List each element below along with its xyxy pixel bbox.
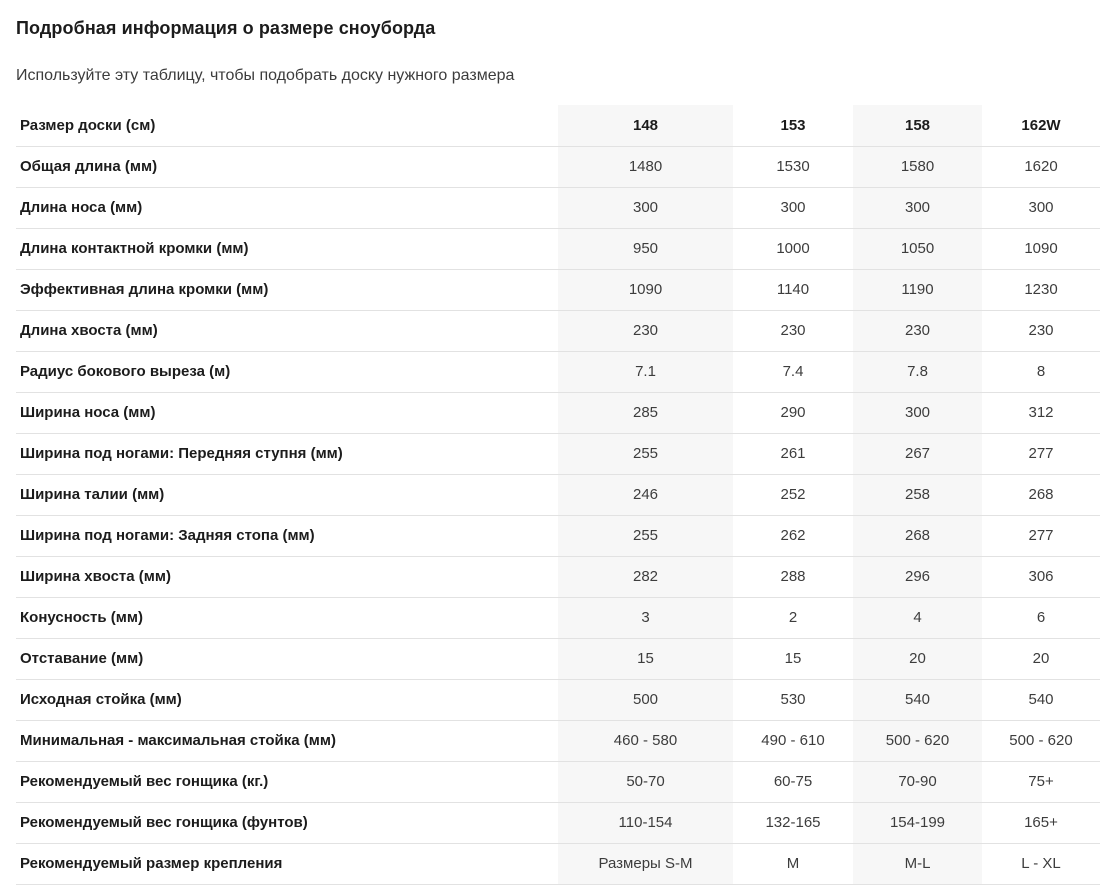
- value-cell: 20: [853, 638, 982, 679]
- value-cell: 50-70: [558, 761, 733, 802]
- value-cell: 268: [982, 474, 1100, 515]
- value-cell: 230: [853, 310, 982, 351]
- table-row: [16, 720, 1100, 761]
- value-cell: 262: [733, 515, 853, 556]
- row-label: Рекомендуемый вес гонщика (кг.): [16, 761, 558, 802]
- table-row: [16, 228, 1100, 269]
- value-cell: 255: [558, 433, 733, 474]
- table-row: [16, 802, 1100, 843]
- table-row: [16, 269, 1100, 310]
- row-label: Общая длина (мм): [16, 146, 558, 187]
- row-label: Ширина носа (мм): [16, 392, 558, 433]
- value-cell: 1230: [982, 269, 1100, 310]
- value-cell: 3: [558, 597, 733, 638]
- value-cell: 230: [733, 310, 853, 351]
- value-cell: 1050: [853, 228, 982, 269]
- table-row: [16, 597, 1100, 638]
- value-cell: 20: [982, 638, 1100, 679]
- value-cell: 230: [982, 310, 1100, 351]
- table-header-row: [16, 105, 1100, 146]
- value-cell: 1090: [558, 269, 733, 310]
- value-cell: 258: [853, 474, 982, 515]
- value-cell: M: [733, 843, 853, 884]
- value-cell: 296: [853, 556, 982, 597]
- row-label: Исходная стойка (мм): [16, 679, 558, 720]
- row-label: Конусность (мм): [16, 597, 558, 638]
- value-cell: 950: [558, 228, 733, 269]
- value-cell: 500 - 620: [982, 720, 1100, 761]
- value-cell: 15: [733, 638, 853, 679]
- value-cell: 268: [853, 515, 982, 556]
- table-row: [16, 187, 1100, 228]
- value-cell: 6: [982, 597, 1100, 638]
- column-header-153: 153: [733, 105, 853, 146]
- value-cell: 490 - 610: [733, 720, 853, 761]
- table-row: [16, 638, 1100, 679]
- row-label: Минимальная - максимальная стойка (мм): [16, 720, 558, 761]
- value-cell: 75+: [982, 761, 1100, 802]
- value-cell: 288: [733, 556, 853, 597]
- row-label: Отставание (мм): [16, 638, 558, 679]
- value-cell: 70-90: [853, 761, 982, 802]
- value-cell: 530: [733, 679, 853, 720]
- value-cell: 1000: [733, 228, 853, 269]
- value-cell: 267: [853, 433, 982, 474]
- value-cell: 261: [733, 433, 853, 474]
- column-header-148: 148: [558, 105, 733, 146]
- value-cell: 252: [733, 474, 853, 515]
- table-row: [16, 474, 1100, 515]
- value-cell: 460 - 580: [558, 720, 733, 761]
- row-label: Радиус бокового выреза (м): [16, 351, 558, 392]
- table-row: [16, 392, 1100, 433]
- value-cell: 8: [982, 351, 1100, 392]
- value-cell: 230: [558, 310, 733, 351]
- value-cell: 4: [853, 597, 982, 638]
- table-row: [16, 146, 1100, 187]
- value-cell: 1140: [733, 269, 853, 310]
- value-cell: 246: [558, 474, 733, 515]
- row-label: Рекомендуемый вес гонщика (фунтов): [16, 802, 558, 843]
- table-row: [16, 351, 1100, 392]
- row-label: Рекомендуемый размер крепления: [16, 843, 558, 884]
- value-cell: 132-165: [733, 802, 853, 843]
- row-label: Ширина хвоста (мм): [16, 556, 558, 597]
- value-cell: 1530: [733, 146, 853, 187]
- row-label: Длина носа (мм): [16, 187, 558, 228]
- table-head: [16, 105, 1100, 146]
- value-cell: 7.4: [733, 351, 853, 392]
- value-cell: 300: [558, 187, 733, 228]
- value-cell: 110-154: [558, 802, 733, 843]
- table-body: [16, 146, 1100, 884]
- row-label: Длина контактной кромки (мм): [16, 228, 558, 269]
- column-header-158: 158: [853, 105, 982, 146]
- value-cell: 282: [558, 556, 733, 597]
- value-cell: 500 - 620: [853, 720, 982, 761]
- value-cell: 1090: [982, 228, 1100, 269]
- column-header-162w: 162W: [982, 105, 1100, 146]
- value-cell: 312: [982, 392, 1100, 433]
- value-cell: 300: [853, 392, 982, 433]
- value-cell: 306: [982, 556, 1100, 597]
- value-cell: 7.8: [853, 351, 982, 392]
- value-cell: 15: [558, 638, 733, 679]
- value-cell: 60-75: [733, 761, 853, 802]
- row-label: Ширина талии (мм): [16, 474, 558, 515]
- table-row: [16, 433, 1100, 474]
- table-row: [16, 843, 1100, 884]
- value-cell: 1480: [558, 146, 733, 187]
- row-label: Длина хвоста (мм): [16, 310, 558, 351]
- value-cell: 300: [982, 187, 1100, 228]
- value-cell: Размеры S-M: [558, 843, 733, 884]
- value-cell: M-L: [853, 843, 982, 884]
- row-label: Эффективная длина кромки (мм): [16, 269, 558, 310]
- page-subtitle: Используйте эту таблицу, чтобы подобрать доску нужного размера: [16, 67, 515, 84]
- row-label: Ширина под ногами: Задняя стопа (мм): [16, 515, 558, 556]
- value-cell: 540: [853, 679, 982, 720]
- value-cell: 7.1: [558, 351, 733, 392]
- value-cell: 1580: [853, 146, 982, 187]
- table-row: [16, 310, 1100, 351]
- value-cell: 154-199: [853, 802, 982, 843]
- value-cell: 285: [558, 392, 733, 433]
- snowboard-size-table: [16, 105, 1100, 885]
- table-row: [16, 515, 1100, 556]
- page-title: Подробная информация о размере сноуборда: [16, 18, 436, 38]
- value-cell: 277: [982, 515, 1100, 556]
- value-cell: 500: [558, 679, 733, 720]
- value-cell: 165+: [982, 802, 1100, 843]
- row-label: Ширина под ногами: Передняя ступня (мм): [16, 433, 558, 474]
- table-row: [16, 679, 1100, 720]
- value-cell: L - XL: [982, 843, 1100, 884]
- value-cell: 300: [733, 187, 853, 228]
- value-cell: 540: [982, 679, 1100, 720]
- header-label-cell: Размер доски (см): [16, 105, 558, 146]
- table-row: [16, 761, 1100, 802]
- value-cell: 1620: [982, 146, 1100, 187]
- value-cell: 255: [558, 515, 733, 556]
- value-cell: 300: [853, 187, 982, 228]
- value-cell: 290: [733, 392, 853, 433]
- value-cell: 277: [982, 433, 1100, 474]
- value-cell: 1190: [853, 269, 982, 310]
- table-row: [16, 556, 1100, 597]
- value-cell: 2: [733, 597, 853, 638]
